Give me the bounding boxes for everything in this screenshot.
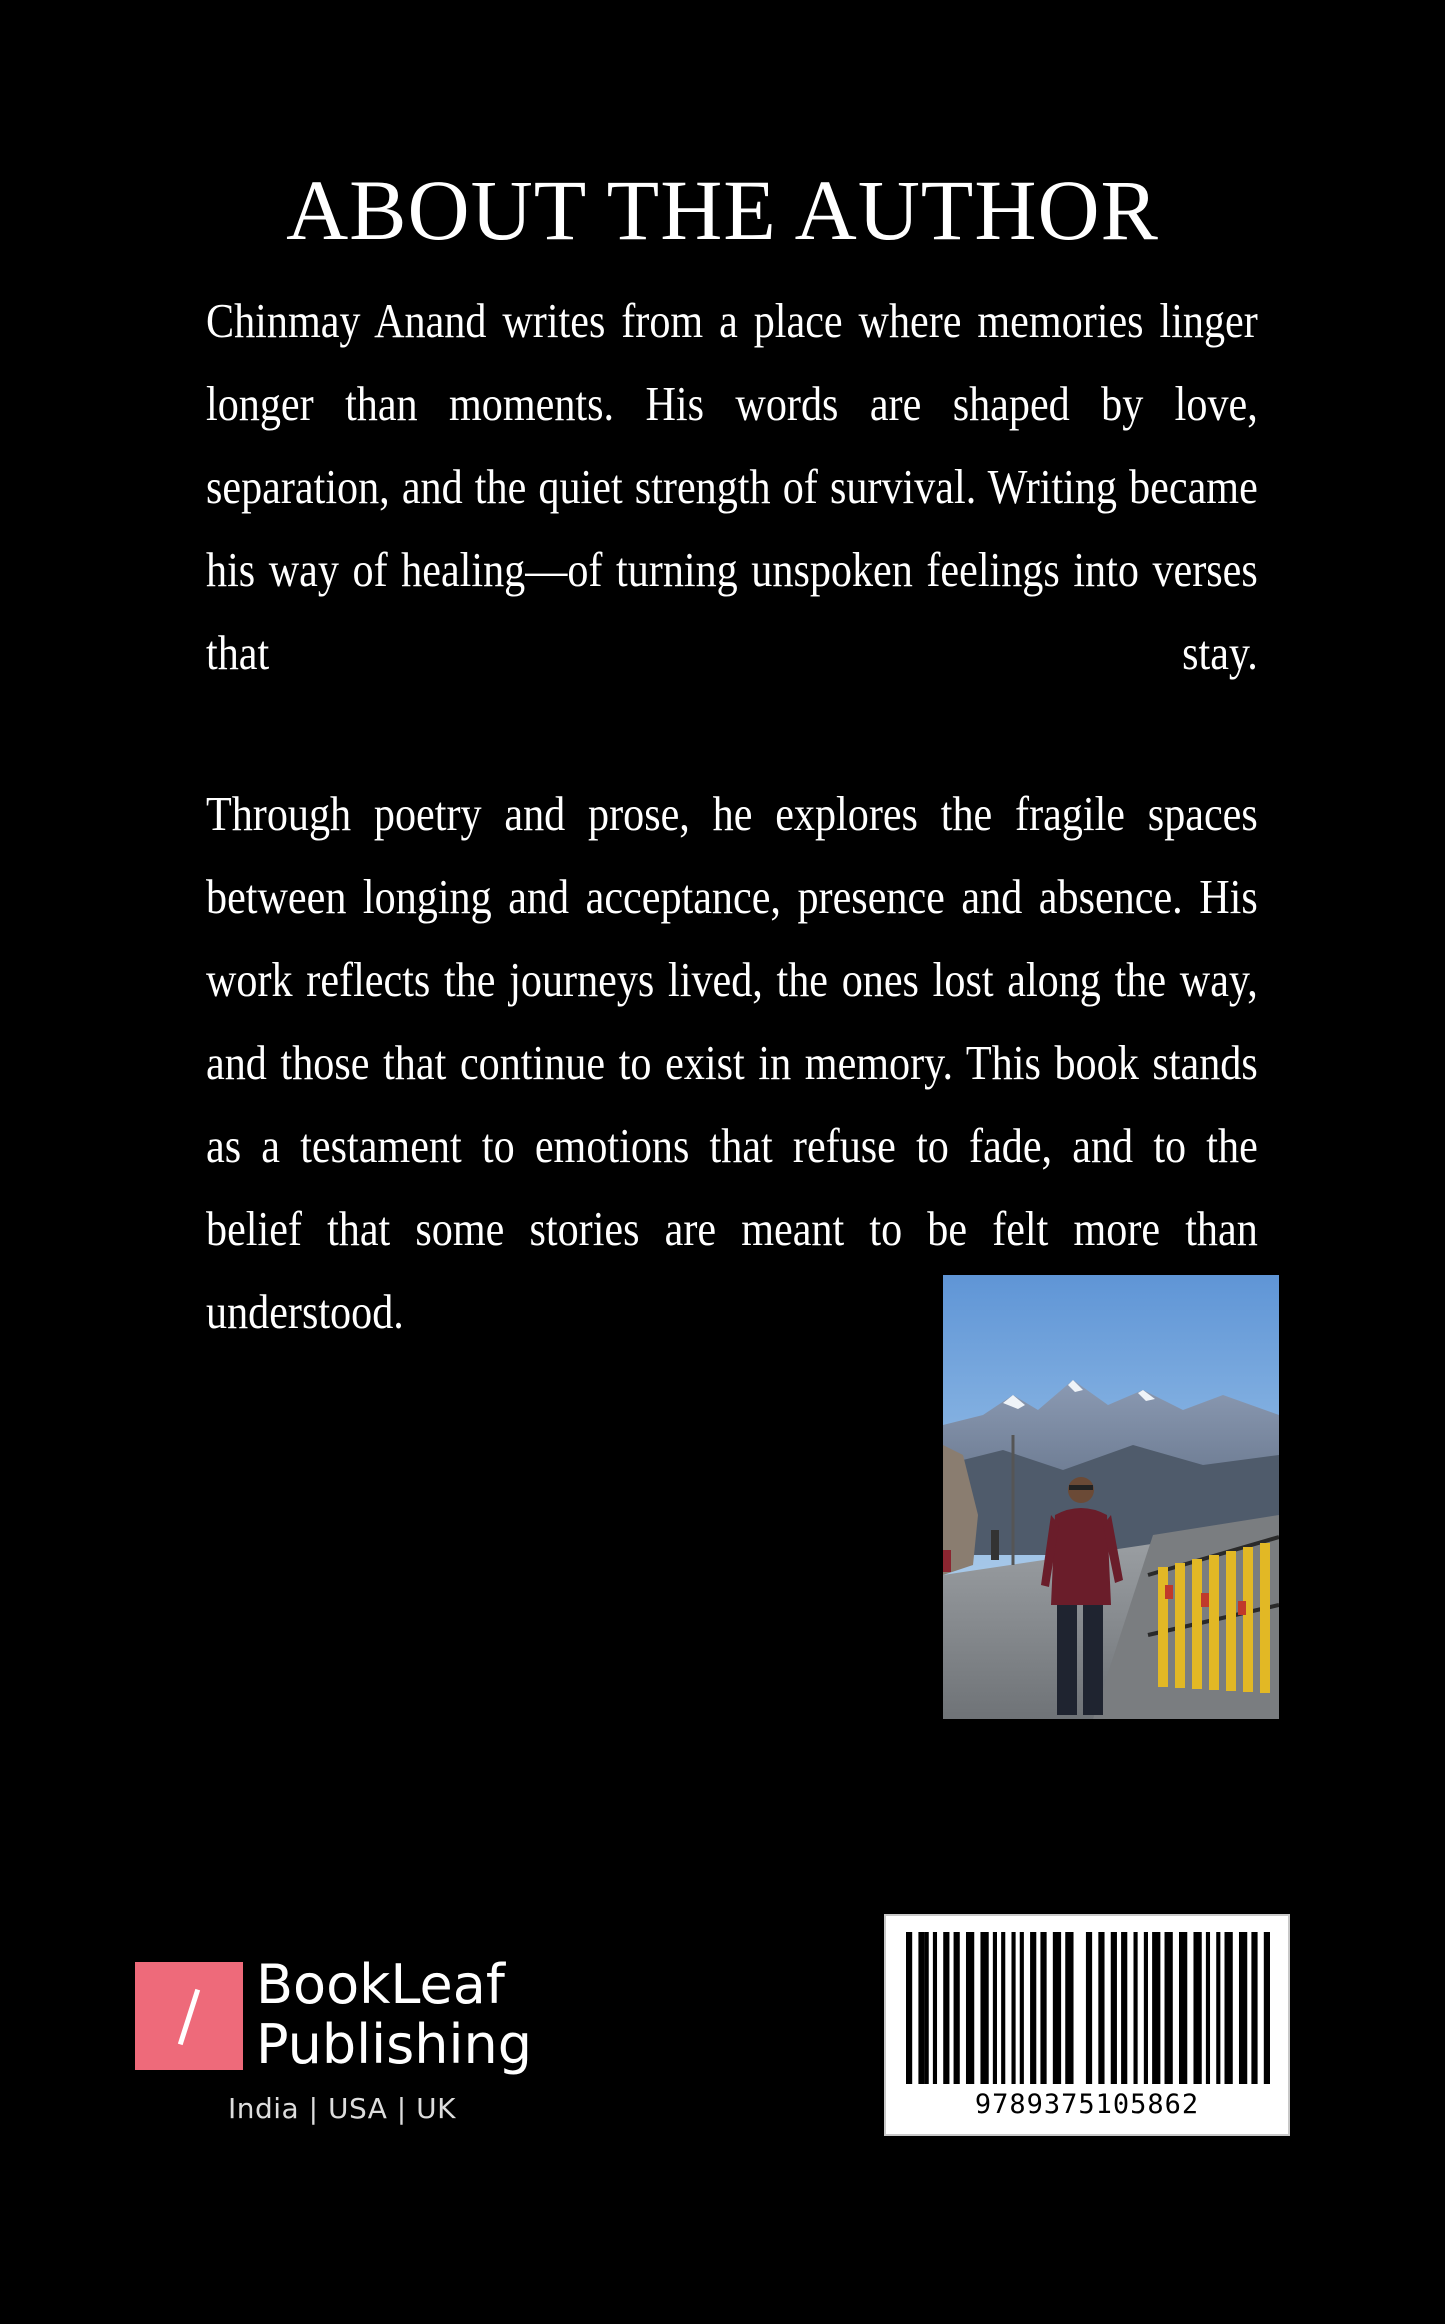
barcode-bar <box>925 1932 929 2084</box>
barcode-bar <box>1216 1932 1220 2084</box>
barcode-bar <box>1179 1932 1187 2084</box>
barcode-bar <box>1121 1932 1127 2084</box>
isbn-number: 9789375105862 <box>974 2089 1200 2120</box>
publisher-name-line-1: BookLeaf <box>256 1953 505 2016</box>
publisher-name-line-2: Publishing <box>256 2013 532 2076</box>
publisher-name <box>256 1955 532 2075</box>
barcode-icon <box>904 1932 1274 2084</box>
barcode-bar <box>1251 1932 1257 2084</box>
barcode-bar <box>980 1932 988 2084</box>
barcode-bar <box>906 1932 912 2084</box>
barcode-bar <box>1001 1932 1005 2084</box>
barcode-bar <box>1040 1932 1046 2084</box>
isbn-barcode <box>884 1914 1290 2136</box>
barcode-bar <box>1098 1932 1104 2084</box>
publisher-logo <box>135 1962 243 2070</box>
barcode-bar <box>1165 1932 1173 2084</box>
page-title: ABOUT THE AUTHOR <box>286 162 1159 258</box>
barcode-bar <box>1239 1932 1247 2084</box>
barcode-bar <box>1020 1932 1024 2084</box>
barcode-bar <box>1152 1932 1160 2084</box>
barcode-bar <box>1144 1932 1148 2084</box>
barcode-bar <box>1111 1932 1117 2084</box>
barcode-bar <box>1065 1932 1073 2084</box>
barcode-bar <box>1030 1932 1036 2084</box>
bio-paragraph-2: Through poetry and prose, he explores the fragile spaces between longing and acceptance, presence and absence. His work reflects the journeys lived, the ones lost along the way, and those that continue to exist in memory. This book stands as a testament to emotions that refuse to fade, and to the belief that some stories are meant to be felt more than understood. <box>206 786 1258 1339</box>
barcode-bar <box>966 1932 974 2084</box>
barcode-bar <box>1206 1932 1210 2084</box>
bio-paragraph-1: Chinmay Anand writes from a place where memories linger longer than moments. His words are shaped by love, separation, and the quiet strength of survival. Writing became his way of healing—of turning unspoken feelings into verses that stay. <box>206 293 1258 680</box>
publisher-regions: India | USA | UK <box>228 2092 456 2125</box>
barcode-bar <box>943 1932 949 2084</box>
barcode-bar <box>993 1932 997 2084</box>
barcode-bar <box>1053 1932 1061 2084</box>
barcode-bar <box>1264 1932 1270 2084</box>
author-photo <box>943 1275 1279 1719</box>
barcode-bar <box>933 1932 937 2084</box>
barcode-bar <box>1086 1932 1092 2084</box>
slash-icon <box>135 1962 243 2070</box>
barcode-bar <box>1011 1932 1015 2084</box>
barcode-bar <box>918 1932 924 2084</box>
barcode-bar <box>1225 1932 1233 2084</box>
barcode-bar <box>1193 1932 1201 2084</box>
barcode-bar <box>954 1932 960 2084</box>
barcode-bar <box>1134 1932 1138 2084</box>
